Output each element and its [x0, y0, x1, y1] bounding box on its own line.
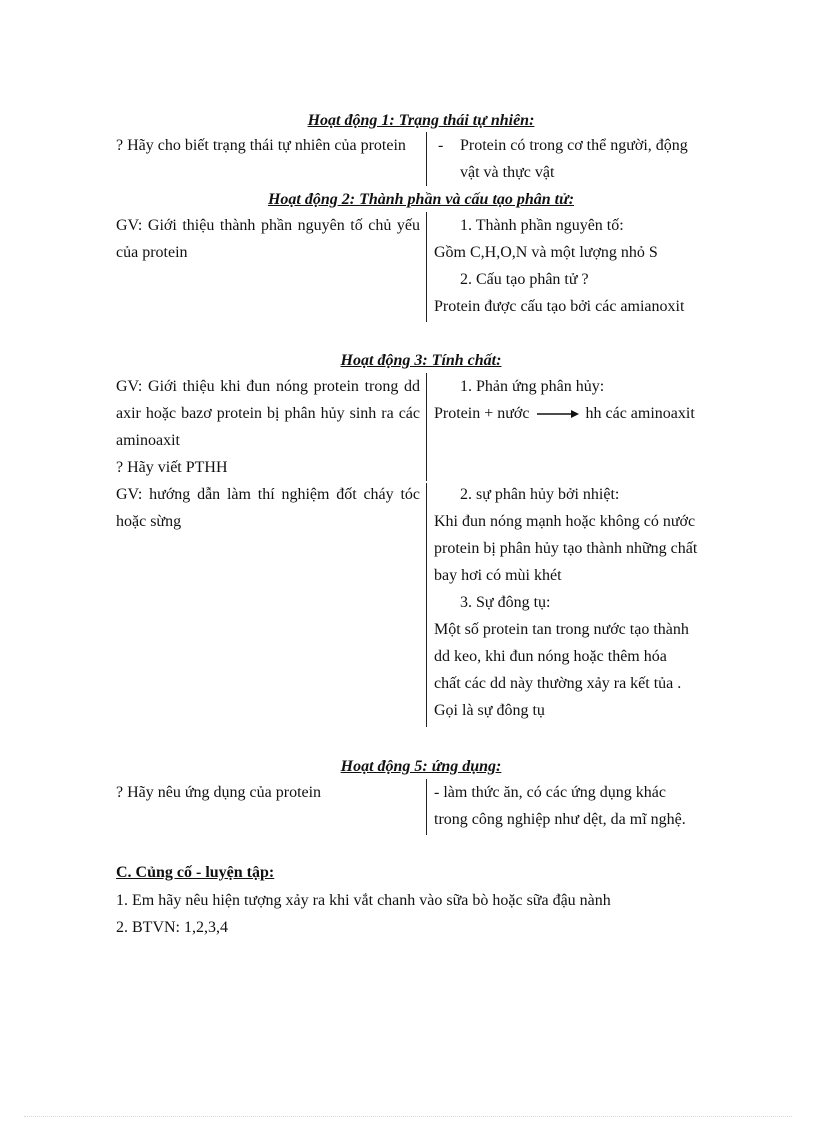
spacer	[434, 427, 732, 454]
answer-line: Một số protein tan trong nước tạo thành	[434, 621, 689, 638]
answer-line: Protein có trong cơ thể người, động	[460, 137, 688, 154]
answer-line: chất các dd này thường xảy ra kết tủa .	[434, 675, 682, 692]
answer-thanh-phan	[434, 212, 732, 320]
heading-hoat-dong-3: Hoạt động 3: Tính chất:	[340, 352, 502, 369]
teacher-note-thanh-phan: GV: Giới thiệu thành phần nguyên tố chủ yếu của protein	[116, 217, 420, 261]
arrow-right-icon	[533, 408, 581, 420]
answer-line: protein bị phân hủy tạo thành những chất	[434, 540, 698, 557]
table-row-ung-dung	[116, 779, 732, 835]
table-row-thanh-phan	[116, 212, 732, 322]
teacher-note: GV: Giới thiệu khi đun nóng protein trong dd axir hoặc bazơ protein bị phân hủy sinh ra các aminoaxit	[116, 378, 420, 449]
column-divider	[426, 212, 427, 322]
subheading-dong-tu: 3. Sự đông tụ:	[460, 594, 551, 611]
bullet-dash: -	[438, 137, 444, 154]
answer-ung-dung	[434, 779, 732, 833]
heading-hoat-dong-1: Hoạt động 1: Trạng thái tự nhiên:	[307, 112, 535, 129]
subheading-cau-tao: 2. Cấu tạo phân tử ?	[460, 271, 589, 288]
spacer	[434, 454, 732, 481]
subheading-phan-huy: 1. Phản ứng phân hủy:	[460, 378, 605, 395]
reactants: Protein + nước	[434, 405, 530, 422]
table-row-trang-thai	[116, 132, 732, 186]
reaction-equation	[434, 400, 732, 427]
table-row-tinh-chat	[116, 373, 732, 727]
products: hh các aminoaxit	[585, 405, 695, 422]
answer-line: vật và thực vật	[460, 164, 555, 181]
subheading-phan-huy-nhiet: 2. sự phân hủy bởi nhiệt:	[460, 486, 620, 503]
column-divider	[426, 373, 427, 481]
question-ung-dung: ? Hãy nêu ứng dụng của protein	[116, 784, 322, 801]
answer-line: dd keo, khi đun nóng hoặc thêm hóa	[434, 648, 667, 665]
question-pthh: ? Hãy viết PTHH	[116, 459, 228, 476]
column-divider	[426, 132, 427, 186]
page-bottom-rule	[24, 1116, 792, 1117]
answer-line: Gồm C,H,O,N và một lượng nhỏ S	[434, 244, 658, 261]
heading-hoat-dong-2: Hoạt động 2: Thành phần và cấu tạo phân tử:	[267, 191, 575, 208]
answer-trang-thai	[434, 132, 732, 186]
column-divider	[426, 779, 427, 835]
column-divider	[426, 483, 427, 727]
exercise-line-1: 1. Em hãy nêu hiện tượng xảy ra khi vắt chanh vào sữa bò hoặc sữa đậu nành	[116, 892, 611, 909]
answer-tinh-chat	[434, 373, 732, 724]
answer-line: Khi đun nóng mạnh hoặc không có nước	[434, 513, 696, 530]
answer-line: - làm thức ăn, có các ứng dụng khác	[434, 784, 666, 801]
section-title-cung-co: C. Củng cố - luyện tập:	[116, 864, 275, 881]
teacher-notes-tinh-chat	[116, 373, 420, 535]
answer-line: bay hơi có mùi khét	[434, 567, 562, 584]
answer-line: Protein được cấu tạo bởi các amianoxit	[434, 298, 685, 315]
answer-line: trong công nghiệp như dệt, da mĩ nghệ.	[434, 811, 686, 828]
heading-hoat-dong-5: Hoạt động 5: ứng dụng:	[340, 758, 502, 775]
subheading-thanh-phan: 1. Thành phần nguyên tố:	[460, 217, 624, 234]
answer-line: Gọi là sự đông tụ	[434, 702, 545, 719]
teacher-note: GV: hướng dẫn làm thí nghiệm đốt cháy tóc hoặc sừng	[116, 486, 420, 530]
question-trang-thai: ? Hãy cho biết trạng thái tự nhiên của protein	[116, 137, 406, 154]
exercise-line-2: 2. BTVN: 1,2,3,4	[116, 919, 228, 936]
